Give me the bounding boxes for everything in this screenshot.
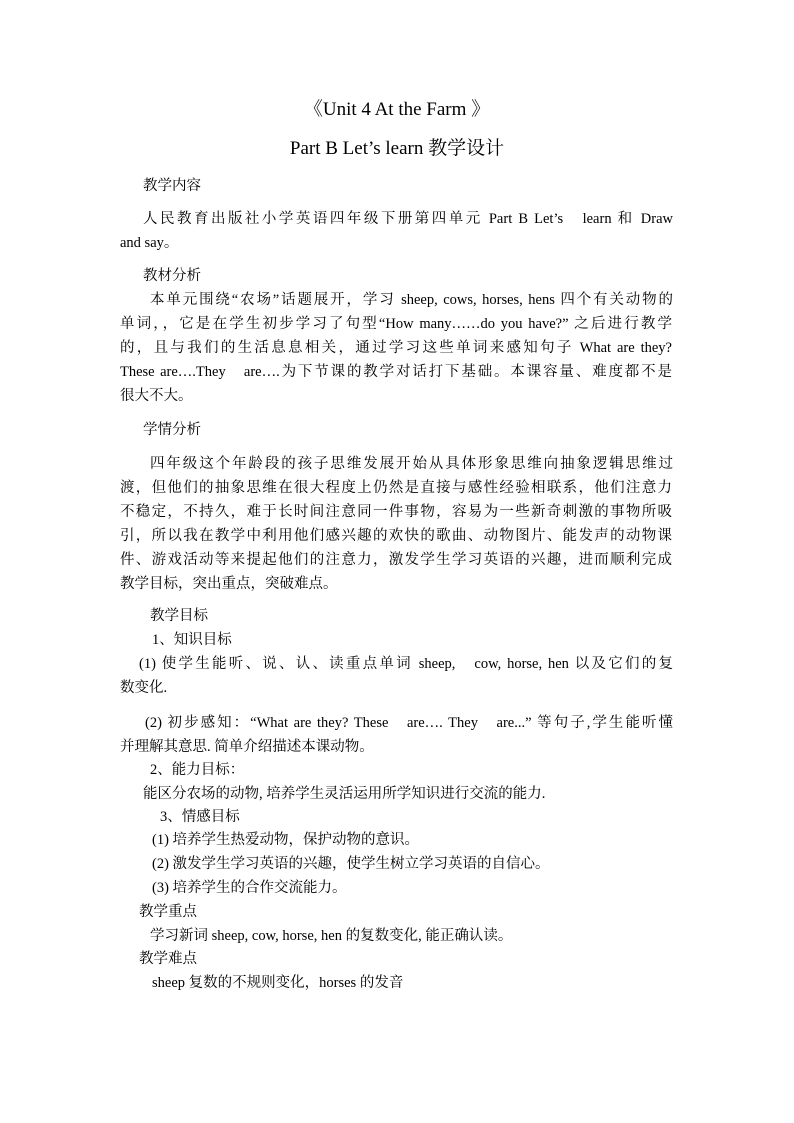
section-heading-material: 教材分析 (143, 268, 201, 284)
students-line-6: 教学目标，突出重点，突破难点。 (120, 576, 338, 592)
key-points-text: 学习新词 sheep, cow, horse, hen 的复数变化, 能正确认读。 (150, 928, 513, 944)
material-line-3: 的，且与我们的生活息息相关，通过学习这些单词来感知句子 What are they? (120, 340, 672, 356)
goals-knowledge-item1-line-2: 数变化. (120, 680, 168, 696)
goals-knowledge-heading: 1、知识目标 (152, 632, 232, 648)
document-subtitle: Part B Let’s learn 教学设计 (289, 138, 505, 159)
section-heading-students: 学情分析 (143, 422, 201, 438)
material-line-5: 很大不大。 (120, 388, 193, 404)
students-line-4: 引，所以我在教学中利用他们感兴趣的欢快的歌曲、动物图片、能发声的动物课 (120, 528, 672, 544)
students-line-3: 不稳定，不持久，难于长时间注意同一件事物，容易为一些新奇刺激的事物所吸 (120, 504, 672, 520)
difficulties-text: sheep 复数的不规则变化，horses 的发音 (152, 975, 404, 991)
content-line-1: 人民教育出版社小学英语四年级下册第四单元 Part B Let’s learn 和 Draw (143, 211, 673, 227)
section-heading-difficulties: 教学难点 (139, 951, 197, 967)
students-line-2: 渡，但他们的抽象思维在很大程度上仍然是直接与感性经验相联系，他们注意力 (120, 480, 672, 496)
goals-knowledge-item1-line-1: (1) 使学生能听、说、认、读重点单词 sheep, cow, horse, hen 以及它们的复 (139, 656, 673, 672)
goals-emotion-item-1: (1) 培养学生热爱动物，保护动物的意识。 (152, 832, 420, 848)
students-line-1: 四年级这个年龄段的孩子思维发展开始从具体形象思维向抽象逻辑思维过 (150, 456, 673, 472)
goals-emotion-item-2: (2) 激发学生学习英语的兴趣，使学生树立学习英语的自信心。 (152, 856, 550, 872)
goals-ability-heading: 2、能力目标： (150, 762, 245, 778)
content-line-2: and say。 (120, 235, 179, 251)
goals-knowledge-item2-line-2: 并理解其意思. 简单介绍描述本课动物。 (120, 739, 374, 755)
section-heading-goals: 教学目标 (150, 608, 208, 624)
students-line-5: 件、游戏活动等来提起他们的注意力，激发学生学习英语的兴趣，进而顺利完成 (120, 552, 672, 568)
material-line-4: These are….They are….为下节课的教学对话打下基础。本课容量、难度都不是 (120, 364, 672, 380)
goals-knowledge-item2-line-1: (2) 初步感知：“What are they? These are…. They are...” 等句子,学生能听懂 (145, 715, 673, 731)
section-heading-key-points: 教学重点 (139, 904, 197, 920)
goals-emotion-heading: 3、情感目标 (160, 809, 240, 825)
material-line-1: 本单元围绕“农场”话题展开，学习 sheep, cows, horses, hens 四个有关动物的 (150, 292, 673, 308)
goals-ability-text: 能区分农场的动物, 培养学生灵活运用所学知识进行交流的能力. (143, 786, 546, 802)
section-heading-content: 教学内容 (143, 178, 201, 194)
document-title: 《Unit 4 At the Farm 》 (303, 99, 491, 120)
material-line-2: 单词，，它是在学生初步学习了句型“How many……do you have?” 之后进行教学 (120, 316, 672, 332)
goals-emotion-item-3: (3) 培养学生的合作交流能力。 (152, 880, 347, 896)
